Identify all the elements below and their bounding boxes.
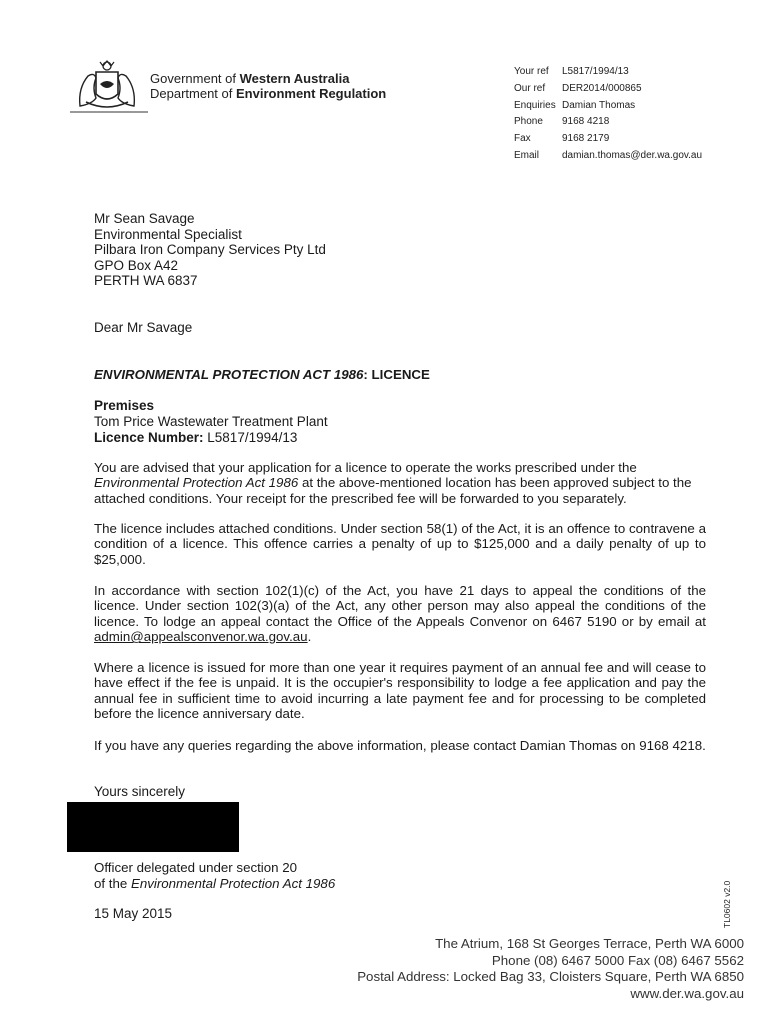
reference-block xyxy=(514,64,702,165)
paragraph-appeal: In accordance with section 102(1)(c) of the Act, you have 21 days to appeal the conditions of the licence. Under section 102(3)(a) of the Act, any other person may also appeal the conditions of the licence. To lodge an appeal contact the Office of the Appeals Convenor on 6467 5190 or by email at admin@appealsconvenor.wa.gov.au. xyxy=(94,583,706,645)
paragraph-queries: If you have any queries regarding the above information, please contact Damian Thomas on 9168 4218. xyxy=(94,738,706,753)
ref-row-your-ref: Your ref L5817/1994/13 xyxy=(514,66,629,77)
form-code: TL0602 v2.0 xyxy=(722,880,732,928)
redacted-signature xyxy=(67,802,239,852)
footer-address xyxy=(244,936,744,1002)
premises-heading: Premises xyxy=(94,398,155,413)
government-name: Government of Western Australia xyxy=(150,71,350,86)
signoff-block xyxy=(94,860,335,892)
footer-postal: Postal Address: Locked Bag 33, Cloisters Square, Perth WA 6850 xyxy=(357,969,744,985)
licence-number: Licence Number: L5817/1994/13 xyxy=(94,430,298,445)
recipient-address xyxy=(94,211,326,289)
paragraph-approval: You are advised that your application for a licence to operate the works prescribed under the Environmental Protection Act 1986 at the above-mentioned location has been approved subject to the attached conditions. Your receipt for the prescribed fee will be forwarded to you separately. xyxy=(94,460,692,506)
ref-row-our-ref: Our ref DER2014/000865 xyxy=(514,82,642,94)
paragraph-annual-fee: Where a licence is issued for more than one year it requires payment of an annual fee and will cease to have effect if the fee is unpaid. It is the occupier's responsibility to lodge a fee application and pay the annual fee in sufficient time to avoid incurring a late payment fee and for processing to be completed before the licence anniversary date. xyxy=(94,660,706,722)
letterhead xyxy=(150,71,386,101)
ref-row-fax: Fax 9168 2179 xyxy=(514,133,610,145)
ref-row-enquiries: Enquiries Damian Thomas xyxy=(514,99,636,111)
signoff-line1: Officer delegated under section 20 xyxy=(94,860,298,875)
recipient-city: PERTH WA 6837 xyxy=(94,273,198,288)
premises-block xyxy=(94,398,328,446)
appeals-email-link[interactable]: admin@appealsconvenor.wa.gov.au xyxy=(94,629,308,645)
recipient-po-box: GPO Box A42 xyxy=(94,257,179,273)
recipient-title: Environmental Specialist xyxy=(94,226,242,242)
footer-street: The Atrium, 168 St Georges Terrace, Perth WA 6000 xyxy=(435,936,744,951)
premises-name: Tom Price Wastewater Treatment Plant xyxy=(94,414,328,429)
ref-row-email: Email damian.thomas@der.wa.gov.au xyxy=(514,149,703,161)
closing: Yours sincerely xyxy=(94,784,186,799)
department-name: Department of Environment Regulation xyxy=(150,86,387,101)
recipient-company: Pilbara Iron Company Services Pty Ltd xyxy=(94,242,326,257)
footer-phone-fax: Phone (08) 6467 5000 Fax (08) 6467 5562 xyxy=(491,952,744,968)
coat-of-arms-icon xyxy=(70,58,148,114)
ref-row-phone: Phone 9168 4218 xyxy=(514,116,610,128)
paragraph-conditions: The licence includes attached conditions. Under section 58(1) of the Act, it is an offence to contravene a condition of a licence. This offence carries a penalty of up to $125,000 and a daily penalty of up to $25,000. xyxy=(94,521,706,567)
subject-line: ENVIRONMENTAL PROTECTION ACT 1986: LICENCE xyxy=(94,367,430,382)
salutation: Dear Mr Savage xyxy=(94,320,193,335)
signoff-line2: of the Environmental Protection Act 1986 xyxy=(94,876,336,891)
footer-website[interactable]: www.der.wa.gov.au xyxy=(630,985,744,1001)
recipient-name: Mr Sean Savage xyxy=(94,211,195,226)
letter-date: 15 May 2015 xyxy=(94,906,173,921)
